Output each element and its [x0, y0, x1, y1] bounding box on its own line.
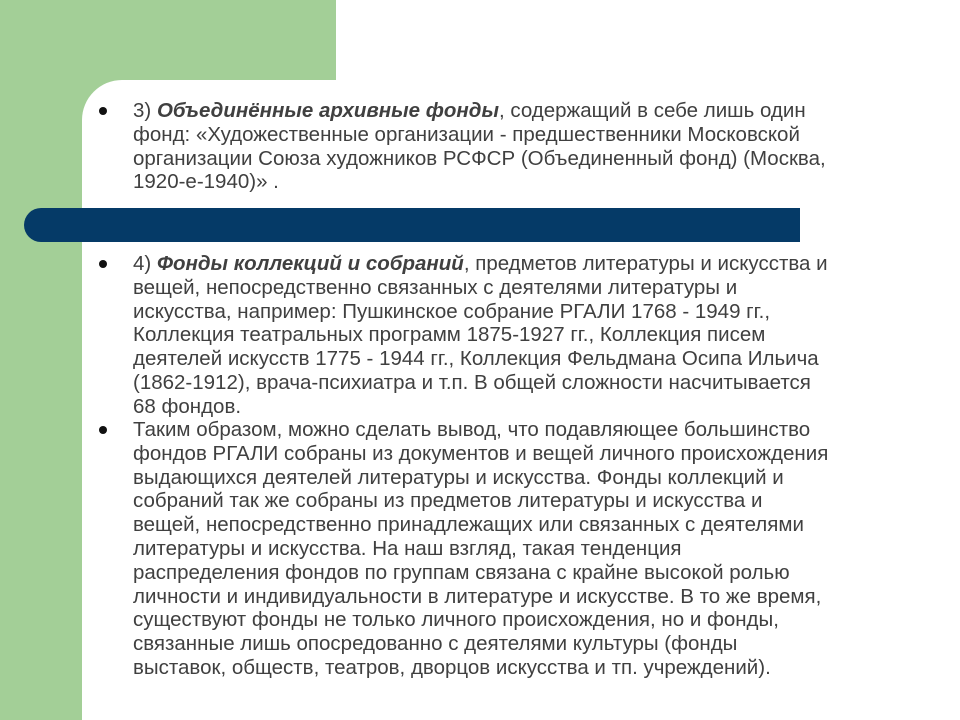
text-segment: выдающихся деятелей литературы и искусства. Фонды коллекций и — [133, 465, 784, 489]
text-line — [133, 561, 956, 585]
text-line — [133, 252, 956, 276]
text-line — [133, 300, 956, 324]
divider-bar — [24, 208, 800, 242]
text-line — [133, 371, 956, 395]
bullet-dot-icon — [99, 260, 107, 268]
text-segment: существуют фонды не только личного происхождения, но и фонды, — [133, 608, 779, 632]
text-segment: 4) — [133, 252, 157, 275]
bullet-text — [133, 252, 956, 419]
bullet-text — [133, 99, 956, 194]
text-segment: деятелей искусств 1775 - 1944 гг., Коллекция Фельдмана Осипа Ильича — [133, 347, 819, 371]
text-segment: 68 фондов. — [133, 394, 242, 418]
text-line — [133, 99, 956, 123]
text-segment: 3) — [133, 99, 157, 122]
text-segment: 1920-е-1940)» . — [133, 170, 279, 194]
text-segment: фондов РГАЛИ собраны из документов и вещей личного происхождения — [133, 441, 829, 465]
text-segment: вещей, непосредственно связанных с деятелями литературы и — [133, 275, 738, 299]
bullet-text — [133, 418, 956, 680]
green-left-strip — [0, 0, 82, 720]
text-segment: (1862-1912), врача-психиатра и т.п. В общей сложности насчитывается — [133, 370, 811, 394]
text-segment: , содержащий в себе лишь один — [498, 99, 806, 122]
text-segment: литературы и искусства. На наш взгляд, такая тенденция — [133, 536, 682, 560]
emphasized-term: Фонды коллекций и собраний — [156, 252, 464, 275]
text-segment: искусства, например: Пушкинское собрание РГАЛИ 1768 - 1949 гг., — [133, 299, 771, 323]
text-line — [133, 632, 956, 656]
text-segment: Таким образом, можно сделать вывод, что подавляющее большинство — [133, 418, 811, 441]
text-line — [133, 170, 956, 194]
text-line — [133, 418, 956, 442]
text-segment: фонд: «Художественные организации - предшественники Московской — [133, 122, 800, 146]
bullet-row — [96, 252, 956, 419]
text-line — [133, 513, 956, 537]
text-line — [133, 395, 956, 419]
text-line — [133, 608, 956, 632]
bullet-item-1 — [96, 99, 956, 194]
bullet-row — [96, 99, 956, 194]
text-line — [133, 489, 956, 513]
text-segment: выставок, обществ, театров, дворцов искусства и тп. учреждений). — [133, 655, 771, 679]
text-line — [133, 123, 956, 147]
bullet-item-3 — [96, 418, 956, 680]
text-segment: организации Союза художников РСФСР (Объединенный фонд) (Москва, — [133, 146, 826, 170]
text-segment: , предметов литературы и искусства и — [463, 252, 828, 275]
text-line — [133, 466, 956, 490]
emphasized-term: Объединённые архивные фонды — [156, 99, 499, 122]
text-segment: вещей, непосредственно принадлежащих или связанных с деятелями — [133, 513, 804, 537]
text-line — [133, 347, 956, 371]
text-line — [133, 656, 956, 680]
text-line — [133, 442, 956, 466]
text-line — [133, 323, 956, 347]
bullet-dot-icon — [99, 107, 107, 115]
text-line — [133, 147, 956, 171]
text-line — [133, 585, 956, 609]
text-line — [133, 537, 956, 561]
text-line — [133, 276, 956, 300]
text-segment: распределения фондов по группам связана с крайне высокой ролью — [133, 560, 790, 584]
bullet-item-2 — [96, 252, 956, 419]
text-segment: связанные лишь опосредованно с деятелями культуры (фонды — [133, 632, 738, 656]
text-segment: Коллекция театральных программ 1875-1927 гг., Коллекция писем — [133, 323, 766, 347]
text-segment: собраний так же собраны из предметов литературы и искусства и — [133, 489, 763, 513]
bullet-dot-icon — [99, 426, 107, 434]
bullet-row — [96, 418, 956, 680]
text-segment: личности и индивидуальности в литературе и искусстве. В то же время, — [133, 584, 822, 608]
